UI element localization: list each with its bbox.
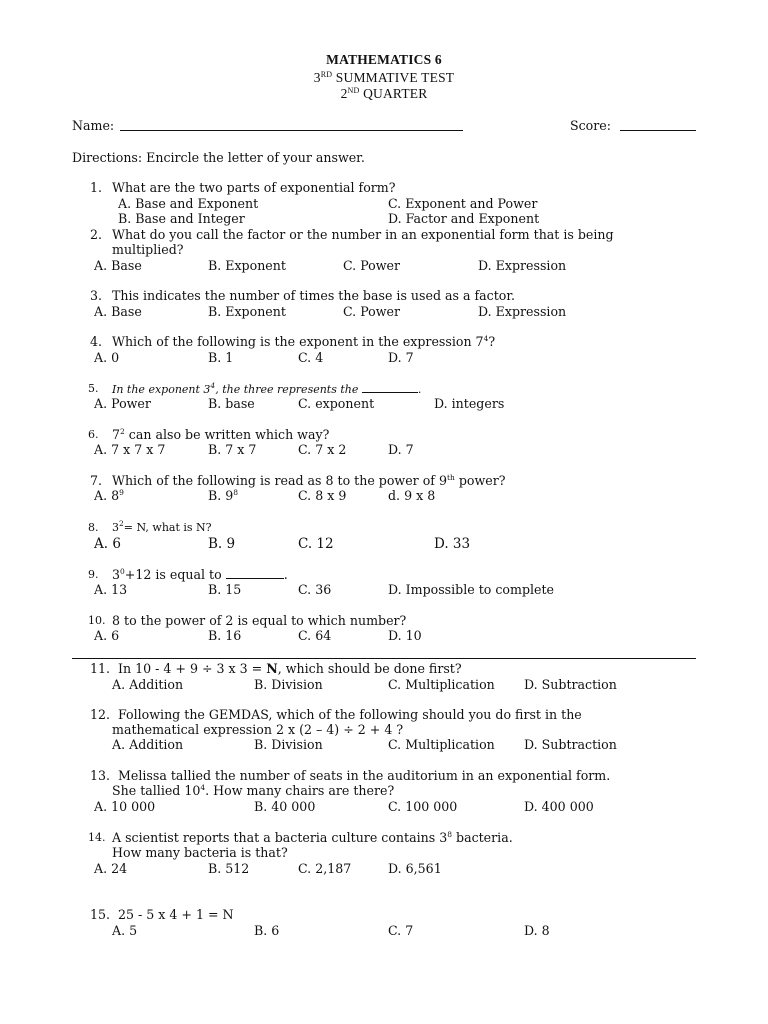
option-d[interactable]: D. Expression <box>478 258 567 273</box>
question-number: 15. <box>90 907 111 922</box>
question-text: In the exponent $3^4$, the three represents the . <box>112 381 422 396</box>
question-text: In 10 - 4 + 9 ÷ 3 x 3 = N, which should be done first? <box>118 661 462 676</box>
score-field[interactable] <box>620 130 696 131</box>
option-c[interactable]: C. 64 <box>298 628 332 643</box>
question-text: Melissa tallied the number of seats in the auditorium in an exponential form. <box>118 768 611 783</box>
option-a[interactable]: A. Base and Exponent <box>118 196 259 211</box>
option-c[interactable]: C. 2,187 <box>298 861 352 876</box>
option-b[interactable]: B. Exponent <box>208 304 286 319</box>
option-c[interactable]: C. Multiplication <box>388 677 495 692</box>
option-d[interactable]: D. Expression <box>478 304 567 319</box>
option-c[interactable]: C. 7 <box>388 923 414 938</box>
option-d[interactable]: D. Subtraction <box>524 677 617 692</box>
option-d[interactable]: D. Subtraction <box>524 737 617 752</box>
question-text: 25 - 5 x 4 + 1 = N <box>118 907 234 922</box>
question-number: 6. <box>88 428 99 441</box>
option-d[interactable]: D. 6,561 <box>388 861 442 876</box>
option-a[interactable]: A. Addition <box>112 737 184 752</box>
option-c[interactable]: C. 8 x 9 <box>298 488 347 503</box>
question-number: 12. <box>90 707 111 722</box>
option-d[interactable]: D. integers <box>434 396 505 411</box>
option-c[interactable]: C. Power <box>343 304 400 319</box>
question-text: Following the GEMDAS, which of the following should you do first in the <box>118 707 582 722</box>
option-d[interactable]: D. Factor and Exponent <box>388 211 540 226</box>
option-d[interactable]: D. 7 <box>388 350 414 365</box>
question-number: 4. <box>90 334 103 349</box>
option-a[interactable]: A. 24 <box>94 861 128 876</box>
score-label: Score: <box>570 118 611 133</box>
question-number: 8. <box>88 521 99 534</box>
question-text: Which of the following is the exponent in the expression $7^4$? <box>112 334 496 349</box>
option-c[interactable]: C. Power <box>343 258 400 273</box>
question-text: Which of the following is read as 8 to the power of 9th power? <box>112 473 506 488</box>
option-a[interactable]: A. 10 000 <box>94 799 156 814</box>
option-c[interactable]: C. Exponent and Power <box>388 196 538 211</box>
option-b[interactable]: B. Exponent <box>208 258 286 273</box>
option-a[interactable]: A. Base <box>94 258 142 273</box>
option-c[interactable]: C. exponent <box>298 396 375 411</box>
option-a[interactable]: A. 7 x 7 x 7 <box>94 442 166 457</box>
option-a[interactable]: A. Power <box>94 396 151 411</box>
question-text: What are the two parts of exponential form? <box>112 180 396 195</box>
test-title: MATHEMATICS 6 <box>326 52 442 67</box>
option-a[interactable]: A. 6 <box>94 628 120 643</box>
option-d[interactable]: D. 8 <box>524 923 550 938</box>
option-b[interactable]: B. 512 <box>208 861 250 876</box>
question-text-cont: How many bacteria is that? <box>112 845 288 860</box>
question-text: What do you call the factor or the number in an exponential form that is being <box>112 227 614 242</box>
option-a[interactable]: A. $8^9$ <box>94 488 124 503</box>
option-a[interactable]: A. 0 <box>94 350 120 365</box>
option-b[interactable]: B. Division <box>254 677 323 692</box>
option-d[interactable]: D. 400 000 <box>524 799 594 814</box>
question-text-cont: multiplied? <box>112 242 184 257</box>
question-text-cont: She tallied $10^4$. How many chairs are there? <box>112 783 395 798</box>
option-d[interactable]: D. 33 <box>434 536 471 552</box>
option-b[interactable]: B. 7 x 7 <box>208 442 257 457</box>
question-text: 8 to the power of 2 is equal to which number? <box>112 613 407 628</box>
question-text: This indicates the number of times the base is used as a factor. <box>112 288 515 303</box>
option-a[interactable]: A. Base <box>94 304 142 319</box>
option-b[interactable]: B. 16 <box>208 628 242 643</box>
question-text-cont: mathematical expression 2 x (2 – 4) ÷ 2 + 4 ? <box>112 722 404 737</box>
option-b[interactable]: B. Division <box>254 737 323 752</box>
test-subtitle: 3RD SUMMATIVE TEST <box>313 70 455 85</box>
option-c[interactable]: C. Multiplication <box>388 737 495 752</box>
question-text: $3^2= N$, what is N? <box>112 519 212 534</box>
option-a[interactable]: A. 6 <box>94 536 121 552</box>
option-d[interactable]: d. 9 x 8 <box>388 488 436 503</box>
option-d[interactable]: D. Impossible to complete <box>388 582 554 597</box>
question-number: 9. <box>88 568 99 581</box>
option-b[interactable]: B. 15 <box>208 582 242 597</box>
section-divider <box>72 658 696 659</box>
question-number: 5. <box>88 382 99 395</box>
option-c[interactable]: C. 7 x 2 <box>298 442 347 457</box>
option-b[interactable]: B. Base and Integer <box>118 211 245 226</box>
option-a[interactable]: A. 5 <box>112 923 138 938</box>
option-c[interactable]: C. 12 <box>298 536 334 552</box>
question-number: 2. <box>90 227 103 242</box>
option-a[interactable]: A. 13 <box>94 582 128 597</box>
question-number: 13. <box>90 768 111 783</box>
question-number: 3. <box>90 288 103 303</box>
option-c[interactable]: C. 100 000 <box>388 799 458 814</box>
option-b[interactable]: B. 40 000 <box>254 799 316 814</box>
option-b[interactable]: B. base <box>208 396 255 411</box>
option-a[interactable]: A. Addition <box>112 677 184 692</box>
question-number: 14. <box>88 831 106 844</box>
option-b[interactable]: B. 1 <box>208 350 234 365</box>
option-b[interactable]: B. 9 <box>208 536 236 552</box>
question-number: 1. <box>90 180 103 195</box>
question-number: 10. <box>88 614 106 627</box>
name-label: Name: <box>72 118 115 133</box>
question-1 <box>0 180 768 220</box>
name-field[interactable] <box>120 130 463 131</box>
question-text: A scientist reports that a bacteria culture contains $3^8$ bacteria. <box>112 830 513 845</box>
test-quarter: 2ND QUARTER <box>340 86 428 101</box>
option-d[interactable]: D. 10 <box>388 628 422 643</box>
option-d[interactable]: D. 7 <box>388 442 414 457</box>
directions: Directions: Encircle the letter of your answer. <box>72 150 365 165</box>
option-b[interactable]: B. 6 <box>254 923 280 938</box>
option-c[interactable]: C. 36 <box>298 582 332 597</box>
question-text: $3^0+12$ is equal to . <box>112 567 288 582</box>
option-b[interactable]: B. $9^8$ <box>208 488 239 503</box>
question-text: $7^2$ can also be written which way? <box>112 427 330 442</box>
option-c[interactable]: C. 4 <box>298 350 324 365</box>
question-number: 11. <box>90 661 111 676</box>
question-number: 7. <box>90 473 103 488</box>
